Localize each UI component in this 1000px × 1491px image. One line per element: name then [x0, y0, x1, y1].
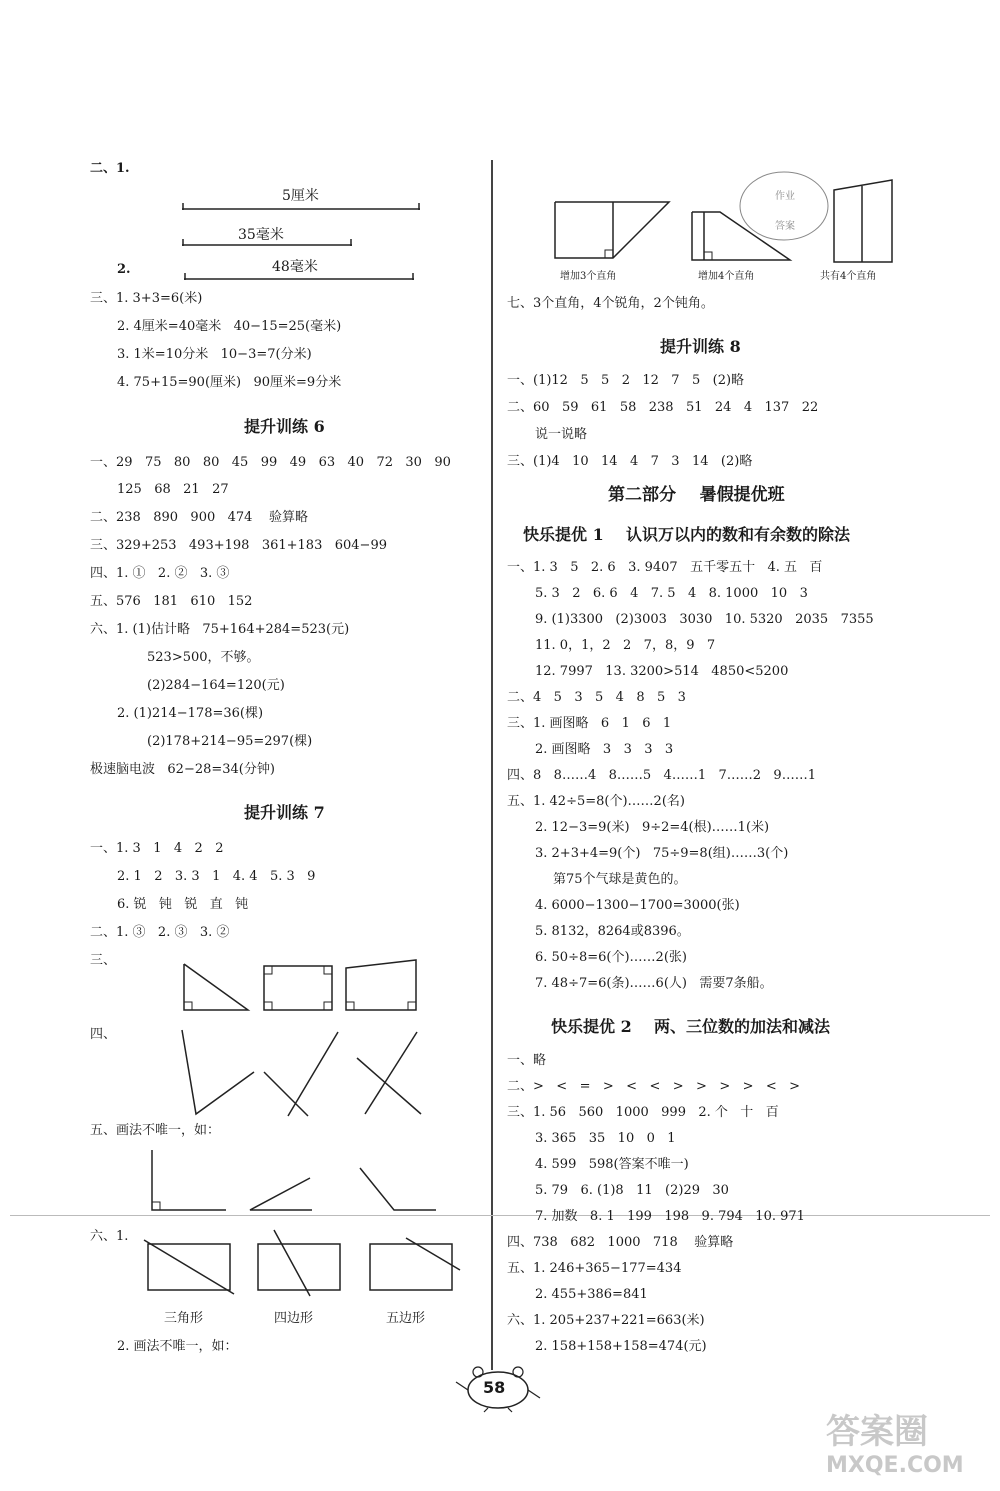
k2-san-7: 7. 加数 8. 1 199 198 9. 794 10. 971	[535, 1209, 805, 1224]
figure-rectangle	[262, 962, 334, 1012]
shape-label-triangle: 三角形	[164, 1311, 204, 1326]
k2-yi: 一、略	[507, 1053, 547, 1068]
k1-yi-1: 一、1. 3 5 2. 6 3. 9407 五千零五十 4. 五 百	[507, 560, 823, 575]
ruler-5cm-label: 5厘米	[282, 188, 319, 204]
t6-liu-1b: 523>500，不够。	[147, 650, 260, 665]
figure-rect-cut-triangle	[144, 1236, 234, 1296]
heading-training-6: 提升训练 6	[244, 417, 325, 436]
k1-wu-4: 4. 6000−1300−1700=3000(张)	[535, 898, 740, 913]
er-2-label: 2.	[117, 262, 131, 277]
figure-obtuse-angle	[358, 1166, 438, 1214]
watermark-url: MXQE.COM	[826, 1453, 964, 1478]
k1-wu-1: 五、1. 42÷5=8(个)……2(名)	[507, 794, 685, 809]
k1-wu-3a: 3. 2+3+4=9(个) 75÷9=8(组)……3(个)	[535, 846, 789, 861]
figure-trapezoid-1	[553, 200, 677, 262]
t6-liu-2b: (2)178+214−95=297(棵)	[147, 734, 313, 749]
k1-wu-5: 5. 8132，8264或8396。	[535, 924, 690, 939]
k2-liu-2: 2. 158+158+158=474(元)	[535, 1339, 707, 1354]
t6-san: 三、329+253 493+198 361+183 604−99	[90, 538, 387, 553]
k2-san-5: 5. 79 6. (1)8 11 (2)29 30	[535, 1183, 729, 1198]
ruler-48mm-label: 48毫米	[272, 259, 318, 275]
ruler-35mm	[182, 239, 354, 249]
shape-label-quadrilateral: 四边形	[274, 1311, 314, 1326]
caption-add-3-right-angles: 增加3个直角	[560, 271, 617, 282]
t7-si: 四、	[90, 1027, 117, 1042]
k2-san-3: 3. 365 35 10 0 1	[535, 1131, 676, 1146]
k2-wu-1: 五、1. 246+365−177=434	[507, 1261, 682, 1276]
t6-liu-1c: (2)284−164=120(元)	[147, 678, 285, 693]
caption-total-4-right-angles: 共有4个直角	[820, 271, 877, 282]
k1-san-2: 2. 画图略 3 3 3 3	[535, 742, 674, 757]
t7-er: 二、1. ③ 2. ③ 3. ②	[90, 925, 230, 940]
t6-si: 四、1. ① 2. ② 3. ③	[90, 566, 230, 581]
happy-improve-1-title: 快乐提优 1 认识万以内的数和有余数的除法	[523, 525, 850, 544]
san-4: 4. 75+15=90(厘米) 90厘米=9分米	[117, 375, 342, 390]
k2-si: 四、738 682 1000 718 验算略	[507, 1235, 734, 1250]
caption-add-4-right-angles: 增加4个直角	[698, 271, 755, 282]
t6-wu: 五、576 181 610 152	[90, 594, 253, 609]
t7-yi-1: 一、1. 3 1 4 2 2	[90, 841, 224, 856]
ruler-35mm-label: 35毫米	[238, 227, 284, 243]
watermark-logo: 答案圈	[826, 1412, 928, 1452]
figure-tall-quadrilateral	[832, 178, 896, 264]
ruler-48mm	[184, 273, 416, 283]
stamp-text-1: 作业	[775, 191, 795, 202]
t6-liu-1a: 六、1. (1)估计略 75+164+284=523(元)	[90, 622, 350, 637]
t8-san: 三、(1)4 10 14 4 7 3 14 (2)略	[507, 454, 753, 469]
stamp-text-2: 答案	[775, 221, 795, 232]
k1-wu-2: 2. 12−3=9(米) 9÷2=4(根)……1(米)	[535, 820, 770, 835]
happy-improve-2-title: 快乐提优 2 两、三位数的加法和减法	[551, 1017, 830, 1036]
shape-label-pentagon: 五边形	[386, 1311, 426, 1326]
figure-angle-1	[178, 1028, 258, 1118]
figure-right-angle	[148, 1148, 228, 1212]
k1-si: 四、8 8……4 8……5 4……1 7……2 9……1	[507, 768, 816, 783]
t6-yi-b: 125 68 21 27	[117, 482, 229, 497]
k1-wu-3b: 第75个气球是黄色的。	[553, 872, 687, 887]
ruler-5cm	[182, 203, 422, 213]
k1-wu-6: 6. 50÷8=6(个)……2(张)	[535, 950, 687, 965]
t7-san: 三、	[90, 953, 117, 968]
k2-san-4: 4. 599 598(答案不唯一)	[535, 1157, 689, 1172]
er-1-label: 二、1.	[90, 161, 130, 176]
qi: 七、3个直角，4个锐角，2个钝角。	[507, 296, 714, 311]
k2-wu-2: 2. 455+386=841	[535, 1287, 648, 1302]
column-divider	[491, 160, 493, 1370]
t8-er: 二、60 59 61 58 238 51 24 4 137 22	[507, 400, 819, 415]
page-number: 58	[483, 1378, 506, 1397]
k2-san-1: 三、1. 56 560 1000 999 2. 个 十 百	[507, 1105, 779, 1120]
t6-jisu: 极速脑电波 62−28=34(分钟)	[90, 762, 275, 777]
scan-line	[10, 1215, 990, 1216]
t6-yi-a: 一、29 75 80 80 45 99 49 63 40 72 30 90	[90, 455, 451, 470]
t6-liu-2a: 2. (1)214−178=36(棵)	[117, 706, 264, 721]
figure-right-triangle	[182, 962, 252, 1012]
part-two-title: 第二部分 暑假提优班	[608, 485, 785, 505]
figure-rect-cut-pentagon	[366, 1236, 462, 1296]
figure-quadrilateral	[344, 958, 418, 1014]
san-1: 三、1. 3+3=6(米)	[90, 291, 203, 306]
t7-yi-6: 6. 锐 钝 锐 直 钝	[117, 897, 249, 912]
figure-rect-cut-quadrilateral	[254, 1228, 344, 1298]
t7-yi-2: 2. 1 2 3. 3 1 4. 4 5. 3 9	[117, 869, 316, 884]
t7-wu: 五、画法不唯一，如：	[90, 1123, 221, 1138]
k1-yi-12: 12. 7997 13. 3200>514 4850<5200	[535, 664, 789, 679]
figure-angle-3	[355, 1028, 435, 1118]
san-2: 2. 4厘米=40毫米 40−15=25(毫米)	[117, 319, 342, 334]
k1-san-1: 三、1. 画图略 6 1 6 1	[507, 716, 672, 731]
heading-training-8: 提升训练 8	[660, 337, 741, 356]
k2-er: 二、> < = > < < > > > > < >	[507, 1079, 801, 1094]
heading-training-7: 提升训练 7	[244, 803, 325, 822]
t6-er: 二、238 890 900 474 验算略	[90, 510, 308, 525]
figure-acute-angle	[248, 1176, 314, 1214]
t8-shuo: 说一说略	[535, 427, 588, 442]
k2-liu-1: 六、1. 205+237+221=663(米)	[507, 1313, 705, 1328]
figure-angle-2	[262, 1028, 342, 1118]
k1-yi-5: 5. 3 2 6. 6 4 7. 5 4 8. 1000 10 3	[535, 586, 808, 601]
k1-yi-9: 9. (1)3300 (2)3003 3030 10. 5320 2035 7355	[535, 612, 874, 627]
k1-wu-7: 7. 48÷7=6(条)……6(人) 需要7条船。	[535, 976, 773, 991]
t8-yi: 一、(1)12 5 5 2 12 7 5 (2)略	[507, 373, 745, 388]
k1-yi-11: 11. 0，1，2 2 7，8，9 7	[535, 638, 716, 653]
t7-liu-2: 2. 画法不唯一，如：	[117, 1339, 238, 1354]
t7-liu-1: 六、1.	[90, 1229, 129, 1244]
k1-er: 二、4 5 3 5 4 8 5 3	[507, 690, 686, 705]
san-3: 3. 1米=10分米 10−3=7(分米)	[117, 347, 312, 362]
